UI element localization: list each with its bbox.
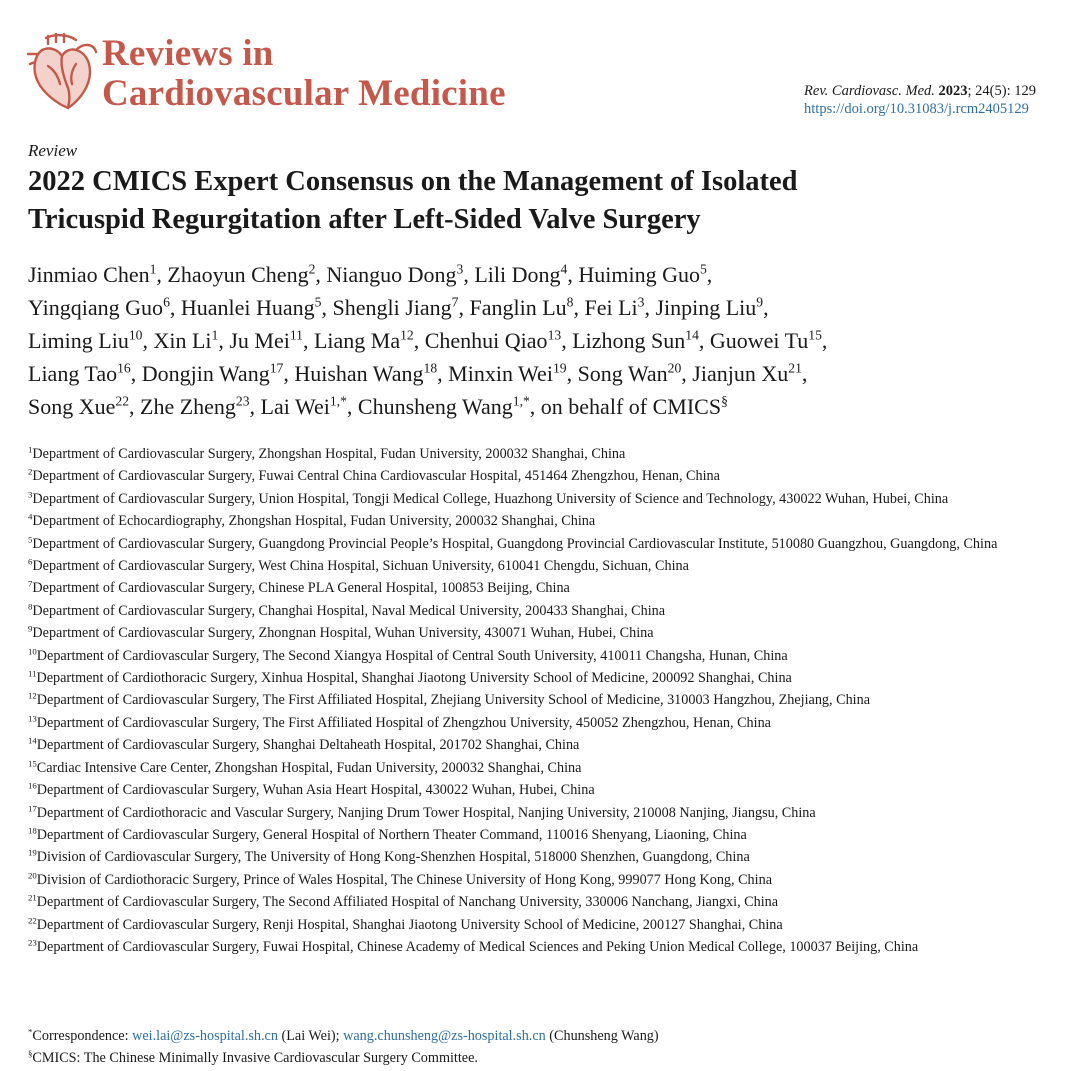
- affiliation-item: [28, 914, 1058, 936]
- author-name: Zhe Zheng: [140, 394, 236, 419]
- article-title: [28, 163, 1028, 239]
- doi-link[interactable]: https://doi.org/10.31083/j.rcm2405129: [804, 101, 1029, 117]
- citation-block: [804, 82, 1036, 118]
- author-affiliation-mark: 5: [699, 261, 707, 277]
- affiliation-number: 6: [28, 556, 33, 567]
- affiliation-item: [28, 645, 1058, 667]
- affiliation-number: 23: [28, 937, 37, 948]
- affiliation-number: 19: [28, 847, 37, 858]
- affiliation-text: Department of Echocardiography, Zhongshan Hospital, Fudan University, 200032 Shanghai, China: [32, 513, 596, 530]
- author-name: Lizhong Sun: [572, 328, 686, 353]
- affiliation-item: [28, 712, 1058, 734]
- affiliation-text: Department of Cardiovascular Surgery, Renji Hospital, Shanghai Jiaotong University School of Medicine, 200127 Shanghai, China: [36, 916, 783, 933]
- affiliation-item: [28, 465, 1058, 487]
- affiliation-number: 7: [28, 578, 33, 589]
- affiliation-item: [28, 802, 1058, 824]
- affiliation-number: 12: [28, 690, 37, 701]
- author-name: Huiming Guo: [578, 262, 700, 287]
- journal-name: [102, 34, 506, 114]
- author-line: Song Xue$^{22}$, Zhe Zheng$^{23}$, Lai Wei$^{1,*}$, Chunsheng Wang$^{1,*}$, on behalf of CMICS§: [28, 393, 728, 419]
- journal-name-line1: Reviews in: [102, 33, 274, 74]
- citation-line: [804, 82, 1036, 100]
- affiliation-text: Cardiac Intensive Care Center, Zhongshan Hospital, Fudan University, 200032 Shanghai, China: [36, 759, 582, 776]
- author-name: Minxin Wei: [448, 361, 553, 386]
- affiliation-text: Department of Cardiovascular Surgery, Shanghai Deltaheath Hospital, 201702 Shanghai, China: [36, 737, 580, 754]
- footnote-symbol: §: [28, 1048, 33, 1059]
- author-name: Fei Li: [584, 295, 638, 320]
- author-affiliation-mark: 1: [211, 327, 219, 343]
- author-affiliation-mark: 21: [788, 360, 802, 376]
- author-affiliation-mark: 19: [552, 360, 567, 376]
- affiliation-number: 14: [28, 735, 37, 746]
- correspondence-label: Correspondence:: [32, 1028, 133, 1044]
- author-affiliation-mark: 5: [314, 294, 322, 310]
- author-affiliation-mark: 1,*: [512, 393, 530, 409]
- affiliation-text: Department of Cardiovascular Surgery, The First Affiliated Hospital of Zhengzhou University, 450052 Zhengzhou, Henan, China: [36, 714, 771, 731]
- affiliation-item: [28, 510, 1058, 532]
- affiliation-text: Department of Cardiovascular Surgery, The Second Affiliated Hospital of Nanchang University, 330006 Nanchang, Jiangxi, China: [36, 894, 779, 911]
- affiliation-item: [28, 443, 1058, 465]
- author-affiliation-mark: 23: [235, 393, 250, 409]
- affiliation-text: Department of Cardiovascular Surgery, Zhongnan Hospital, Wuhan University, 430071 Wuhan, Hubei, China: [32, 625, 654, 642]
- affiliation-text: Division of Cardiovascular Surgery, The University of Hong Kong-Shenzhen Hospital, 518000 Shenzhen, Guangdong, China: [36, 849, 750, 866]
- author-affiliation-mark: 7: [451, 294, 459, 310]
- author-name: Jianjun Xu: [692, 361, 789, 386]
- correspondence-name-2: (Chunsheng Wang): [545, 1028, 659, 1044]
- affiliation-number: 8: [28, 601, 33, 612]
- footnote-text: CMICS: The Chinese Minimally Invasive Cardiovascular Surgery Committee.: [32, 1050, 478, 1066]
- author-affiliation-mark: 14: [685, 327, 699, 343]
- author-affiliation-mark: 10: [128, 327, 143, 343]
- affiliation-number: 21: [28, 892, 37, 903]
- affiliation-item: [28, 936, 1058, 958]
- affiliation-item: [28, 600, 1058, 622]
- affiliation-item: [28, 577, 1058, 599]
- author-name: Huishan Wang: [294, 361, 424, 386]
- affiliation-text: Department of Cardiovascular Surgery, General Hospital of Northern Theater Command, 110016 Shenyang, Liaoning, China: [36, 826, 747, 843]
- affiliation-text: Department of Cardiovascular Surgery, Guangdong Provincial People’s Hospital, Guangdong Provincial Cardiovascular Institute, 510080 Guangzhou, Guangdong, China: [32, 535, 998, 552]
- author-affiliation-mark: 8: [566, 294, 574, 310]
- email-link-1[interactable]: wei.lai@zs-hospital.sh.cn: [132, 1028, 278, 1044]
- affiliation-number: 15: [28, 757, 37, 768]
- author-affiliation-mark: 1: [149, 261, 157, 277]
- affiliation-item: [28, 555, 1058, 577]
- author-name: Nianguo Dong: [326, 262, 457, 287]
- affiliation-number: 10: [28, 645, 37, 656]
- author-name: Fanglin Lu: [469, 295, 567, 320]
- author-name: Zhaoyun Cheng: [167, 262, 309, 287]
- author-affiliation-mark: 12: [400, 327, 414, 343]
- affiliation-item: [28, 891, 1058, 913]
- author-name: Jinmiao Chen: [28, 262, 150, 287]
- affiliation-text: Department of Cardiovascular Surgery, Fuwai Hospital, Chinese Academy of Medical Sciences and Peking Union Medical College, 100037 Beijing, China: [36, 938, 919, 955]
- affiliation-text: Department of Cardiovascular Surgery, Changhai Hospital, Naval Medical University, 200433 Shanghai, China: [32, 602, 666, 619]
- author-line: Jinmiao Chen$^1$, Zhaoyun Cheng$^2$, Nianguo Dong$^3$, Lili Dong$^4$, Huiming Guo$^5$,: [28, 261, 713, 287]
- author-name: Jinping Liu: [655, 295, 757, 320]
- affiliation-text: Department of Cardiovascular Surgery, Fuwai Central China Cardiovascular Hospital, 451464 Zhengzhou, Henan, China: [32, 468, 720, 485]
- correspondence-name-1: (Lai Wei);: [277, 1028, 344, 1044]
- affiliation-number: 4: [28, 511, 33, 522]
- author-name: Liang Ma: [313, 328, 401, 353]
- citation-volume: ; 24(5): 129: [967, 83, 1036, 99]
- author-name: Shengli Jiang: [332, 295, 452, 320]
- author-line: Yingqiang Guo$^6$, Huanlei Huang$^5$, Shengli Jiang$^7$, Fanglin Lu$^8$, Fei Li$^3$, Jinping Liu$^9$,: [28, 294, 769, 320]
- author-name: Liang Tao: [28, 361, 118, 386]
- author-name: Guowei Tu: [709, 328, 809, 353]
- affiliation-text: Department of Cardiothoracic and Vascular Surgery, Nanjing Drum Tower Hospital, Nanjing University, 210008 Nanjing, Jiangsu, China: [36, 804, 816, 821]
- authors-suffix-mark: §: [721, 393, 728, 409]
- author-affiliation-mark: 2: [308, 261, 316, 277]
- author-affiliation-mark: 16: [117, 360, 131, 376]
- author-name: Lai Wei: [260, 394, 330, 419]
- author-affiliation-mark: 17: [269, 360, 284, 376]
- author-affiliation-mark: 9: [756, 294, 764, 310]
- author-line: Liming Liu$^{10}$, Xin Li$^1$, Ju Mei$^{11}$, Liang Ma$^{12}$, Chenhui Qiao$^{13}$, Lizhong Sun$^{14}$, Guowei Tu$^{15}$,: [28, 327, 828, 353]
- affiliation-number: 9: [28, 623, 33, 634]
- affiliation-text: Department of Cardiovascular Surgery, West China Hospital, Sichuan University, 610041 Chengdu, Sichuan, China: [32, 558, 689, 575]
- author-affiliation-mark: 6: [163, 294, 170, 310]
- affiliation-text: Department of Cardiovascular Surgery, Union Hospital, Tongji Medical College, Huazhong University of Science and Technology, 430022 Wuhan, Hubei, China: [32, 490, 949, 507]
- author-list: [28, 258, 1068, 423]
- author-name: Song Wan: [577, 361, 668, 386]
- journal-name-line2: Cardiovascular Medicine: [102, 73, 506, 114]
- affiliation-text: Division of Cardiothoracic Surgery, Prince of Wales Hospital, The Chinese University of Hong Kong, 999077 Hong Kong, China: [36, 871, 772, 888]
- article-type: Review: [28, 141, 78, 160]
- affiliation-text: Department of Cardiothoracic Surgery, Xinhua Hospital, Shanghai Jiaotong University School of Medicine, 200092 Shanghai, China: [36, 670, 792, 687]
- affiliation-item: [28, 757, 1058, 779]
- author-name: Yingqiang Guo: [28, 295, 164, 320]
- affiliation-number: 18: [28, 825, 37, 836]
- affiliation-item: [28, 689, 1058, 711]
- title-line-1: 2022 CMICS Expert Consensus on the Management of Isolated: [28, 166, 798, 197]
- author-name: Xin Li: [153, 328, 212, 353]
- author-affiliation-mark: 18: [423, 360, 438, 376]
- author-affiliation-mark: 3: [637, 294, 645, 310]
- author-affiliation-mark: 15: [808, 327, 822, 343]
- author-affiliation-mark: 13: [547, 327, 562, 343]
- affiliation-text: Department of Cardiovascular Surgery, Zhongshan Hospital, Fudan University, 200032 Shanghai, China: [32, 446, 626, 462]
- affiliation-item: [28, 533, 1058, 555]
- author-affiliation-mark: 3: [456, 261, 464, 277]
- author-affiliation-mark: 22: [115, 393, 130, 409]
- footnote: [28, 1047, 478, 1069]
- affiliation-number: 3: [28, 489, 33, 500]
- affiliation-item: [28, 824, 1058, 846]
- affiliation-text: Department of Cardiovascular Surgery, The Second Xiangya Hospital of Central South University, 410011 Changsha, Hunan, China: [36, 647, 788, 664]
- affiliation-item: [28, 869, 1058, 891]
- affiliation-item: [28, 488, 1058, 510]
- author-affiliation-mark: 1,*: [329, 393, 347, 409]
- affiliation-item: [28, 734, 1058, 756]
- affiliation-number: 11: [28, 668, 37, 679]
- affiliation-item: [28, 622, 1058, 644]
- author-name: Song Xue: [28, 394, 116, 419]
- correspondence: *Correspondence: wei.lai@zs-hospital.sh.cn (Lai Wei); wang.chunsheng@zs-hospital.sh.cn (Chunsheng Wang): [28, 1026, 659, 1044]
- affiliation-number: 5: [28, 533, 33, 544]
- author-name: Chunsheng Wang: [357, 394, 513, 419]
- author-line: Liang Tao$^{16}$, Dongjin Wang$^{17}$, Huishan Wang$^{18}$, Minxin Wei$^{19}$, Song Wan$^{20}$, Jianjun Xu$^{21}$,: [28, 360, 808, 386]
- affiliation-number: 1: [28, 444, 33, 455]
- affiliation-number: 20: [28, 869, 37, 880]
- affiliation-item: [28, 779, 1058, 801]
- affiliation-number: 17: [28, 802, 37, 813]
- affiliation-item: [28, 667, 1058, 689]
- author-name: Lili Dong: [474, 262, 561, 287]
- author-affiliation-mark: 11: [289, 327, 303, 343]
- heart-icon: [26, 30, 100, 112]
- author-name: Chenhui Qiao: [424, 328, 548, 353]
- title-line-2: Tricuspid Regurgitation after Left-Sided Valve Surgery: [28, 204, 701, 235]
- affiliation-number: 16: [28, 780, 37, 791]
- email-link-2[interactable]: wang.chunsheng@zs-hospital.sh.cn: [343, 1028, 546, 1044]
- affiliation-text: Department of Cardiovascular Surgery, The First Affiliated Hospital, Zhejiang University School of Medicine, 310003 Hangzhou, Zhejiang, China: [36, 692, 871, 709]
- affiliation-item: [28, 846, 1058, 868]
- author-affiliation-mark: 4: [560, 261, 568, 277]
- affiliation-number: 13: [28, 713, 37, 724]
- author-affiliation-mark: 20: [667, 360, 682, 376]
- author-name: Ju Mei: [229, 328, 290, 353]
- affiliation-text: Department of Cardiovascular Surgery, Chinese PLA General Hospital, 100853 Beijing, China: [32, 580, 570, 597]
- author-name: Dongjin Wang: [141, 361, 270, 386]
- authors-suffix: , on behalf of CMICS: [529, 394, 722, 419]
- citation-year: 2023: [938, 83, 968, 99]
- affiliation-text: Department of Cardiovascular Surgery, Wuhan Asia Heart Hospital, 430022 Wuhan, Hubei, China: [36, 782, 595, 799]
- affiliation-list: [28, 443, 1058, 958]
- author-name: Liming Liu: [28, 328, 129, 353]
- journal-abbrev: Rev. Cardiovasc. Med.: [804, 83, 935, 99]
- affiliation-number: 22: [28, 914, 37, 925]
- affiliation-number: 2: [28, 466, 33, 477]
- author-name: Huanlei Huang: [180, 295, 315, 320]
